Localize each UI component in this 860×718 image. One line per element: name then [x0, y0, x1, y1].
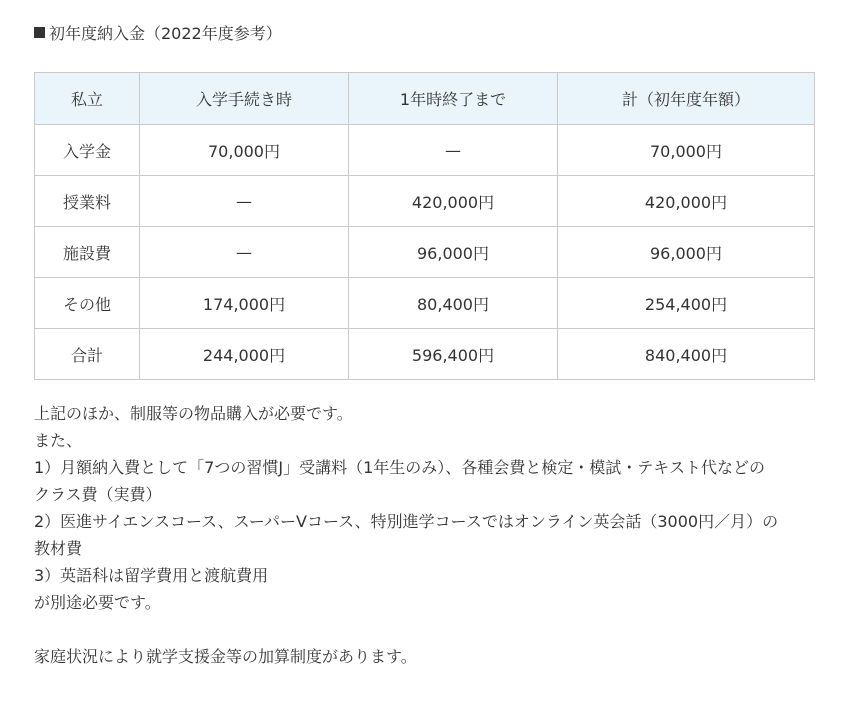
header-private: 私立	[35, 73, 140, 125]
table-cell: —	[140, 227, 349, 278]
table-cell: 420,000円	[558, 176, 815, 227]
table-cell: 596,400円	[349, 329, 558, 380]
table-cell: 254,400円	[558, 278, 815, 329]
note-final: 家庭状況により就学支援金等の加算制度があります。	[34, 647, 417, 666]
row-label: 施設費	[35, 227, 140, 278]
table-cell: 96,000円	[349, 227, 558, 278]
table-cell: 420,000円	[349, 176, 558, 227]
table-cell: 244,000円	[140, 329, 349, 380]
table-row-total	[35, 329, 815, 380]
table-cell: —	[349, 125, 558, 176]
table-cell: 70,000円	[140, 125, 349, 176]
table-cell: 96,000円	[558, 227, 815, 278]
row-label: 授業料	[35, 176, 140, 227]
table-cell: 840,400円	[558, 329, 815, 380]
table-row	[35, 278, 815, 329]
note-line: 2）医進サイエンスコース、スーパーVコース、特別進学コースではオンライン英会話（3000円／月）の	[34, 512, 779, 531]
table-cell: 70,000円	[558, 125, 815, 176]
note-line: 1）月額納入費として「7つの習慣J」受講料（1年生のみ）、各種会費と検定・模試・テキスト代などの	[34, 458, 765, 477]
note-line: 3）英語科は留学費用と渡航費用	[34, 566, 269, 585]
note-line: また、	[34, 431, 83, 450]
notes-block	[34, 400, 834, 670]
fee-table	[34, 72, 815, 380]
table-row	[35, 227, 815, 278]
table-cell: 80,400円	[349, 278, 558, 329]
note-line: クラス費（実費）	[34, 485, 162, 504]
row-label: 入学金	[35, 125, 140, 176]
header-total-first-year: 計（初年度年額）	[558, 73, 815, 125]
row-label: 合計	[35, 329, 140, 380]
table-header-row	[35, 73, 815, 125]
header-at-admission: 入学手続き時	[140, 73, 349, 125]
note-line: が別途必要です。	[34, 593, 161, 612]
spacer	[34, 616, 834, 643]
section-heading-text: 初年度納入金（2022年度参考）	[49, 23, 282, 43]
black-square-icon	[34, 27, 45, 38]
table-cell: 174,000円	[140, 278, 349, 329]
note-line: 上記のほか、制服等の物品購入が必要です。	[34, 404, 353, 423]
section-heading	[34, 20, 282, 44]
header-by-end-of-first-year: 1年時終了まで	[349, 73, 558, 125]
row-label: その他	[35, 278, 140, 329]
table-cell: —	[140, 176, 349, 227]
table-row	[35, 176, 815, 227]
note-line: 教材費	[34, 539, 83, 558]
table-row	[35, 125, 815, 176]
